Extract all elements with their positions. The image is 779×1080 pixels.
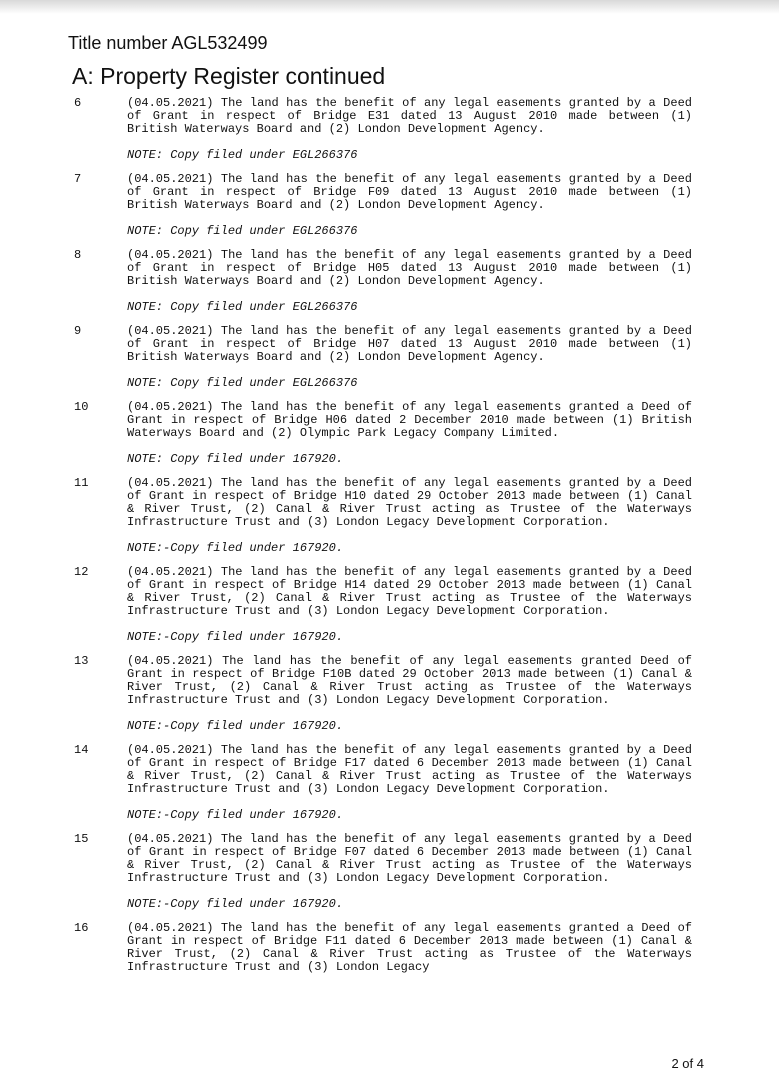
register-entry [0, 477, 779, 555]
entry-note: NOTE: Copy filed under EGL266376 [127, 148, 358, 162]
register-entry [0, 833, 779, 911]
entry-number: 16 [74, 921, 89, 935]
register-entry [0, 97, 779, 162]
entry-number: 11 [74, 476, 89, 490]
entry-text: (04.05.2021) The land has the benefit of any legal easements granted by a Deed of Grant in respect of Bridge F07 dated 6 December 2013 made between (1) Canal & River Trust, (2) Canal & River Trust acting as Trustee of the Waterways Infrastructure Trust and (3) London Legacy Development Corporation. [127, 832, 692, 885]
register-entry [0, 401, 779, 466]
entry-note: NOTE:-Copy filed under 167920. [127, 808, 344, 822]
entry-text: (04.05.2021) The land has the benefit of any legal easements granted by a Deed of Grant in respect of Bridge H10 dated 29 October 2013 made between (1) Canal & River Trust, (2) Canal & River Trust acting as Trustee of the Waterways Infrastructure Trust and (3) London Legacy Development Corporation. [127, 476, 692, 529]
entry-text: (04.05.2021) The land has the benefit of any legal easements granted a Deed of Grant in respect of Bridge F11 dated 6 December 2013 made between (1) Canal & River Trust, (2) Canal & River Trust acting as Trustee of the Waterways Infrastructure Trust and (3) London Legacy [127, 921, 692, 974]
entry-text: (04.05.2021) The land has the benefit of any legal easements granted by a Deed of Grant in respect of Bridge E31 dated 13 August 2010 made between (1) British Waterways Board and (2) London Development Agency. [127, 96, 692, 136]
entry-note: NOTE:-Copy filed under 167920. [127, 719, 344, 733]
entry-text: (04.05.2021) The land has the benefit of any legal easements granted by a Deed of Grant in respect of Bridge H05 dated 13 August 2010 made between (1) British Waterways Board and (2) London Development Agency. [127, 248, 692, 288]
section-title: A: Property Register continued [72, 63, 386, 89]
entry-number: 6 [74, 96, 82, 110]
register-entry [0, 744, 779, 822]
entry-text: (04.05.2021) The land has the benefit of any legal easements granted by a Deed of Grant in respect of Bridge H14 dated 29 October 2013 made between (1) Canal & River Trust, (2) Canal & River Trust acting as Trustee of the Waterways Infrastructure Trust and (3) London Legacy Development Corporation. [127, 565, 692, 618]
register-entry [0, 249, 779, 314]
page-number: 2 of 4 [671, 1056, 704, 1071]
entry-text: (04.05.2021) The land has the benefit of any legal easements granted by a Deed of Grant in respect of Bridge F09 dated 13 August 2010 made between (1) British Waterways Board and (2) London Development Agency. [127, 172, 692, 212]
entry-text: (04.05.2021) The land has the benefit of any legal easements granted Deed of Grant in respect of Bridge F10B dated 29 October 2013 made between (1) Canal & River Trust, (2) Canal & River Trust acting as Trustee of the Waterways Infrastructure Trust and (3) London Legacy Development Corporation. [127, 654, 692, 707]
register-entry [0, 655, 779, 733]
entry-text: (04.05.2021) The land has the benefit of any legal easements granted by a Deed of Grant in respect of Bridge F17 dated 6 December 2013 made between (1) Canal & River Trust, (2) Canal & River Trust acting as Trustee of the Waterways Infrastructure Trust and (3) London Legacy Development Corporation. [127, 743, 692, 796]
entry-note: NOTE:-Copy filed under 167920. [127, 897, 344, 911]
entry-note: NOTE: Copy filed under EGL266376 [127, 300, 358, 314]
entry-text: (04.05.2021) The land has the benefit of any legal easements granted by a Deed of Grant in respect of Bridge H07 dated 13 August 2010 made between (1) British Waterways Board and (2) London Development Agency. [127, 324, 692, 364]
entry-number: 15 [74, 832, 89, 846]
entry-number: 7 [74, 172, 82, 186]
register-entry [0, 325, 779, 390]
register-entry [0, 173, 779, 238]
entry-number: 12 [74, 565, 89, 579]
register-entry [0, 922, 779, 974]
register-entry [0, 566, 779, 644]
entry-note: NOTE: Copy filed under EGL266376 [127, 224, 358, 238]
entry-number: 9 [74, 324, 82, 338]
page-top-shadow [0, 0, 779, 14]
entry-number: 13 [74, 654, 89, 668]
entry-number: 14 [74, 743, 89, 757]
entry-number: 8 [74, 248, 82, 262]
entry-text: (04.05.2021) The land has the benefit of any legal easements granted a Deed of Grant in respect of Bridge H06 dated 2 December 2010 made between (1) British Waterways Board and (2) Olympic Park Legacy Company Limited. [127, 400, 692, 440]
register-entries [0, 97, 779, 985]
entry-note: NOTE: Copy filed under 167920. [127, 452, 344, 466]
entry-note: NOTE: Copy filed under EGL266376 [127, 376, 358, 390]
entry-number: 10 [74, 400, 89, 414]
title-number: Title number AGL532499 [68, 33, 268, 53]
entry-note: NOTE:-Copy filed under 167920. [127, 541, 344, 555]
entry-note: NOTE:-Copy filed under 167920. [127, 630, 344, 644]
